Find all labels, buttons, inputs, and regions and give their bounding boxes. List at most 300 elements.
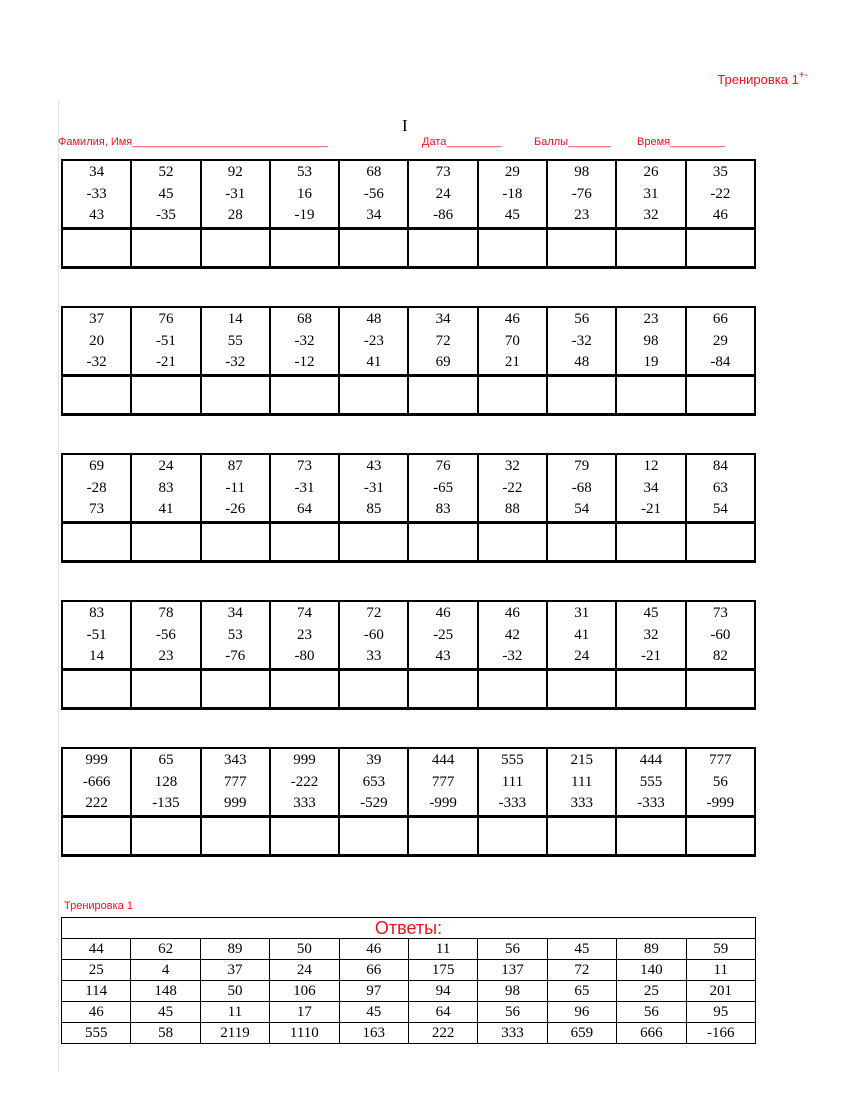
problem-block <box>61 747 756 857</box>
answer-entry-cell[interactable] <box>478 228 547 267</box>
worksheet-title <box>717 70 808 87</box>
problem-cell <box>131 160 200 228</box>
answers-heading: Ответы: <box>62 918 756 939</box>
problem-number: 87 <box>227 458 243 474</box>
answer-entry-row <box>62 669 755 708</box>
problem-number: 39 <box>366 752 382 768</box>
problem-number: 83 <box>435 501 451 517</box>
problem-number: 37 <box>89 311 105 327</box>
problem-number: -32 <box>86 354 107 370</box>
problem-cell <box>270 454 339 522</box>
answer-value: 95 <box>686 1002 755 1023</box>
problem-cell <box>62 307 131 375</box>
problem-number: -25 <box>433 626 454 643</box>
problem-number: 92 <box>227 164 243 180</box>
answer-value: -166 <box>686 1023 755 1044</box>
problem-number: 45 <box>158 185 174 202</box>
problem-number: 43 <box>435 648 451 664</box>
problem-number: -135 <box>152 795 180 811</box>
answer-entry-cell[interactable] <box>478 522 547 561</box>
answer-value: 11 <box>408 939 477 960</box>
problem-number: 63 <box>712 479 728 496</box>
problem-number: -222 <box>290 773 319 790</box>
problem-number: 14 <box>89 648 105 664</box>
answer-value: 56 <box>478 1002 547 1023</box>
variant-number: I <box>402 116 408 135</box>
problem-block <box>61 306 756 416</box>
problem-number: 98 <box>643 332 659 349</box>
answer-value: 65 <box>547 981 616 1002</box>
problem-number: -68 <box>571 479 592 496</box>
problem-number: -21 <box>641 648 662 664</box>
problem-number: 23 <box>643 311 659 327</box>
problem-number: 73 <box>297 458 313 474</box>
problem-cell <box>408 454 477 522</box>
problem-cell <box>547 454 616 522</box>
problem-cell <box>408 307 477 375</box>
problem-cell <box>62 601 131 669</box>
problem-cell <box>408 160 477 228</box>
answer-value: 89 <box>617 939 686 960</box>
problem-row <box>62 160 755 228</box>
answers-heading-row <box>62 918 756 939</box>
problem-number: 31 <box>574 605 590 621</box>
answer-value: 58 <box>131 1023 200 1044</box>
answer-value: 59 <box>686 939 755 960</box>
problem-number: 46 <box>712 207 728 223</box>
answer-entry-cell[interactable] <box>339 816 408 855</box>
problem-number: 56 <box>574 311 590 327</box>
problem-number: 69 <box>89 458 105 474</box>
problem-cell <box>547 601 616 669</box>
problem-number: 26 <box>643 164 659 180</box>
problem-cell <box>616 748 685 816</box>
problem-cell <box>201 601 270 669</box>
answer-entry-cell[interactable] <box>686 669 755 708</box>
problem-cell <box>686 160 755 228</box>
problem-cell <box>547 307 616 375</box>
answer-value: 50 <box>270 939 339 960</box>
problem-number: -999 <box>429 795 457 811</box>
problem-number: 54 <box>712 501 728 517</box>
problem-number: 24 <box>574 648 590 664</box>
answer-entry-cell[interactable] <box>201 228 270 267</box>
answer-entry-cell[interactable] <box>616 228 685 267</box>
answer-entry-cell[interactable] <box>131 228 200 267</box>
problem-number: 444 <box>431 752 455 768</box>
problem-cell <box>131 748 200 816</box>
problem-cell <box>547 748 616 816</box>
answer-value: 11 <box>200 1002 269 1023</box>
answer-value: 4 <box>131 960 200 981</box>
problem-number: -666 <box>82 773 111 790</box>
problem-row <box>62 454 755 522</box>
problem-number: -22 <box>710 185 731 202</box>
answer-entry-cell[interactable] <box>547 669 616 708</box>
problem-cell <box>270 160 339 228</box>
answer-entry-cell[interactable] <box>408 522 477 561</box>
answer-value: 46 <box>62 1002 131 1023</box>
problem-number: 64 <box>297 501 313 517</box>
problem-number: 34 <box>643 479 659 496</box>
answer-value: 96 <box>547 1002 616 1023</box>
problem-number: -23 <box>363 332 384 349</box>
problem-number: -31 <box>294 479 315 496</box>
problem-number: 41 <box>366 354 382 370</box>
problem-cell <box>201 307 270 375</box>
answers-row <box>62 981 756 1002</box>
answer-value: 24 <box>270 960 339 981</box>
problem-number: 555 <box>501 752 524 768</box>
problem-cell <box>131 307 200 375</box>
problem-number: -12 <box>294 354 315 370</box>
answer-entry-cell[interactable] <box>408 669 477 708</box>
problem-number: -65 <box>433 479 454 496</box>
score-field[interactable]: Баллы_______ <box>534 136 611 148</box>
answer-entry-cell[interactable] <box>270 375 339 414</box>
problem-number: 65 <box>158 752 174 768</box>
problem-cell <box>616 160 685 228</box>
answer-entry-cell[interactable] <box>270 816 339 855</box>
problem-number: 777 <box>709 752 732 768</box>
problem-number: -76 <box>225 648 246 664</box>
problem-number: -80 <box>294 648 315 664</box>
problem-cell <box>686 748 755 816</box>
answer-value: 98 <box>478 981 547 1002</box>
answer-value: 140 <box>617 960 686 981</box>
problem-number: -60 <box>710 626 731 643</box>
answer-entry-cell[interactable] <box>131 375 200 414</box>
answer-entry-cell[interactable] <box>686 816 755 855</box>
problem-number: -56 <box>155 626 176 643</box>
problem-number: 32 <box>643 207 659 223</box>
answer-value: 62 <box>131 939 200 960</box>
problem-number: 83 <box>89 605 105 621</box>
answer-entry-cell[interactable] <box>478 816 547 855</box>
problem-number: -32 <box>294 332 315 349</box>
answer-entry-cell[interactable] <box>131 669 200 708</box>
problem-number: 84 <box>712 458 728 474</box>
answer-value: 56 <box>617 1002 686 1023</box>
answer-value: 659 <box>547 1023 616 1044</box>
problem-number: 73 <box>435 164 451 180</box>
answer-value: 46 <box>339 939 408 960</box>
problem-number: -32 <box>571 332 592 349</box>
problem-number: 34 <box>366 207 382 223</box>
problem-number: 999 <box>85 752 108 768</box>
answer-entry-cell[interactable] <box>547 228 616 267</box>
problem-number: 14 <box>227 311 243 327</box>
problem-number: 555 <box>639 773 663 790</box>
problem-number: 23 <box>297 626 313 643</box>
answer-value: 1110 <box>270 1023 339 1044</box>
problem-number: -28 <box>86 479 107 496</box>
answer-value: 66 <box>339 960 408 981</box>
problem-row <box>62 307 755 375</box>
problem-number: 46 <box>504 605 520 621</box>
problem-cell <box>270 307 339 375</box>
problem-number: 46 <box>435 605 451 621</box>
problem-number: 35 <box>712 164 728 180</box>
problem-cell <box>270 748 339 816</box>
problem-row <box>62 748 755 816</box>
answer-entry-row <box>62 228 755 267</box>
problem-number: 34 <box>435 311 451 327</box>
problem-number: 98 <box>574 164 590 180</box>
problem-number: -31 <box>363 479 384 496</box>
answer-entry-cell[interactable] <box>131 522 200 561</box>
problem-number: 222 <box>85 795 108 811</box>
answer-entry-cell[interactable] <box>478 669 547 708</box>
answer-entry-cell[interactable] <box>201 669 270 708</box>
problem-cell <box>131 454 200 522</box>
problem-number: 53 <box>227 626 243 643</box>
problem-cell <box>201 160 270 228</box>
answers-row <box>62 1002 756 1023</box>
problem-number: 45 <box>504 207 520 223</box>
problem-number: -35 <box>155 207 176 223</box>
problem-number: -529 <box>360 795 388 811</box>
problem-number: 24 <box>158 458 174 474</box>
answer-value: 89 <box>200 939 269 960</box>
problem-number: 85 <box>366 501 382 517</box>
problem-cell <box>408 601 477 669</box>
answer-entry-cell[interactable] <box>339 375 408 414</box>
problem-number: -999 <box>706 795 735 811</box>
problem-number: 215 <box>570 752 593 768</box>
problem-number: 128 <box>154 773 178 790</box>
answer-value: 64 <box>408 1002 477 1023</box>
problem-number: 333 <box>293 795 316 811</box>
answers-row <box>62 939 756 960</box>
problem-cell <box>478 748 547 816</box>
problem-number: 68 <box>297 311 313 327</box>
problem-number: 777 <box>431 773 455 790</box>
answer-entry-cell[interactable] <box>616 669 685 708</box>
problem-number: 68 <box>366 164 382 180</box>
problem-number: 16 <box>297 185 313 202</box>
answer-value: 106 <box>270 981 339 1002</box>
problem-cell <box>62 160 131 228</box>
problem-cell <box>686 307 755 375</box>
answer-value: 25 <box>617 981 686 1002</box>
problem-number: 53 <box>297 164 313 180</box>
problem-number: 79 <box>574 458 590 474</box>
answer-entry-cell[interactable] <box>408 228 477 267</box>
answer-entry-cell[interactable] <box>616 375 685 414</box>
problem-number: -22 <box>502 479 523 496</box>
problem-number: 72 <box>366 605 382 621</box>
problem-cell <box>616 601 685 669</box>
problem-number: 76 <box>435 458 451 474</box>
problem-cell <box>478 601 547 669</box>
problem-number: 111 <box>571 773 593 790</box>
problem-cell <box>686 601 755 669</box>
answer-entry-cell[interactable] <box>547 375 616 414</box>
answer-value: 94 <box>408 981 477 1002</box>
problem-number: 34 <box>89 164 105 180</box>
answer-entry-cell[interactable] <box>201 816 270 855</box>
problem-number: 69 <box>435 354 451 370</box>
problem-number: -333 <box>637 795 665 811</box>
problem-number: 73 <box>89 501 105 517</box>
answer-entry-cell[interactable] <box>547 816 616 855</box>
answer-value: 666 <box>617 1023 686 1044</box>
problem-number: 12 <box>643 458 659 474</box>
problem-number: 23 <box>574 207 590 223</box>
answer-entry-cell[interactable] <box>270 669 339 708</box>
problem-number: -86 <box>433 207 454 223</box>
worksheet-title-text: Тренировка 1 <box>717 72 799 87</box>
problem-number: 23 <box>158 648 174 664</box>
problem-cell <box>339 601 408 669</box>
problem-number: 52 <box>158 164 174 180</box>
answer-value: 148 <box>131 981 200 1002</box>
answer-entry-row <box>62 816 755 855</box>
problem-number: 78 <box>158 605 174 621</box>
problem-number: -56 <box>363 185 384 202</box>
problem-number: 34 <box>227 605 243 621</box>
answer-value: 25 <box>62 960 131 981</box>
answer-entry-cell[interactable] <box>62 228 131 267</box>
worksheet-title-sup: +- <box>798 70 808 81</box>
problem-number: 19 <box>643 354 659 370</box>
problem-number: 31 <box>643 185 659 202</box>
answer-entry-row <box>62 375 755 414</box>
answer-value: 163 <box>339 1023 408 1044</box>
problem-number: -84 <box>710 354 731 370</box>
problem-number: -21 <box>155 354 176 370</box>
answer-entry-cell[interactable] <box>62 669 131 708</box>
answer-entry-cell[interactable] <box>131 816 200 855</box>
problem-number: 46 <box>504 311 520 327</box>
answer-value: 44 <box>62 939 131 960</box>
problem-number: -31 <box>225 185 246 202</box>
problem-cell <box>339 160 408 228</box>
answer-entry-cell[interactable] <box>339 522 408 561</box>
problem-number: 88 <box>504 501 520 517</box>
answer-entry-cell[interactable] <box>201 522 270 561</box>
problem-number: 333 <box>570 795 593 811</box>
problem-cell <box>131 601 200 669</box>
problem-row <box>62 601 755 669</box>
problem-number: -76 <box>571 185 592 202</box>
answer-entry-cell[interactable] <box>547 522 616 561</box>
answers-row <box>62 960 756 981</box>
answer-entry-cell[interactable] <box>201 375 270 414</box>
problem-cell <box>201 454 270 522</box>
problem-number: 76 <box>158 311 174 327</box>
answer-value: 333 <box>478 1023 547 1044</box>
answer-value: 56 <box>478 939 547 960</box>
answer-entry-cell[interactable] <box>62 522 131 561</box>
problem-block <box>61 159 756 269</box>
problem-number: 48 <box>366 311 382 327</box>
answer-entry-cell[interactable] <box>478 375 547 414</box>
answer-entry-cell[interactable] <box>270 228 339 267</box>
date-field[interactable]: Дата_________ <box>422 136 502 148</box>
answer-entry-cell[interactable] <box>686 228 755 267</box>
problem-number: 83 <box>158 479 174 496</box>
answer-value: 201 <box>686 981 755 1002</box>
problem-number: 999 <box>293 752 316 768</box>
answer-entry-cell[interactable] <box>686 375 755 414</box>
answer-value: 2119 <box>200 1023 269 1044</box>
problem-number: 33 <box>366 648 382 664</box>
answer-entry-row <box>62 522 755 561</box>
problem-cell <box>478 307 547 375</box>
problem-cell <box>270 601 339 669</box>
problem-number: -21 <box>641 501 662 517</box>
answer-value: 97 <box>339 981 408 1002</box>
problem-number: 653 <box>362 773 386 790</box>
answer-entry-cell[interactable] <box>616 816 685 855</box>
left-margin-line <box>58 100 59 1072</box>
problem-block <box>61 453 756 563</box>
problem-number: -11 <box>225 479 245 496</box>
answer-entry-cell[interactable] <box>270 522 339 561</box>
answer-value: 11 <box>686 960 755 981</box>
problem-number: -51 <box>86 626 107 643</box>
name-field[interactable]: Фамилия, Имя________________________________ <box>58 136 329 148</box>
problem-cell <box>339 307 408 375</box>
problem-number: 73 <box>712 605 728 621</box>
problem-number: -26 <box>225 501 246 517</box>
problem-number: 42 <box>504 626 520 643</box>
answer-value: 222 <box>408 1023 477 1044</box>
problem-number: 777 <box>223 773 247 790</box>
problem-number: -19 <box>294 207 315 223</box>
answer-value: 45 <box>547 939 616 960</box>
answer-value: 17 <box>270 1002 339 1023</box>
problem-cell <box>478 454 547 522</box>
answer-value: 137 <box>478 960 547 981</box>
problem-number: 41 <box>574 626 590 643</box>
problem-number: 82 <box>712 648 728 664</box>
student-header <box>58 136 758 154</box>
answer-value: 555 <box>62 1023 131 1044</box>
problem-cell <box>547 160 616 228</box>
problem-number: -32 <box>225 354 246 370</box>
problem-number: 343 <box>223 752 247 768</box>
problem-number: -333 <box>498 795 527 811</box>
problem-number: 41 <box>158 501 174 517</box>
problem-number: 28 <box>227 207 243 223</box>
problem-number: 21 <box>504 354 520 370</box>
answer-entry-cell[interactable] <box>62 375 131 414</box>
answer-entry-cell[interactable] <box>686 522 755 561</box>
answer-value: 45 <box>131 1002 200 1023</box>
problem-number: 66 <box>712 311 728 327</box>
problem-number: 56 <box>712 773 728 790</box>
problem-cell <box>62 748 131 816</box>
problem-number: 43 <box>366 458 382 474</box>
answer-entry-cell[interactable] <box>616 522 685 561</box>
problem-number: -51 <box>155 332 176 349</box>
time-field[interactable]: Время_________ <box>637 136 726 148</box>
answer-entry-cell[interactable] <box>408 816 477 855</box>
problem-cell <box>408 748 477 816</box>
answer-entry-cell[interactable] <box>62 816 131 855</box>
answer-entry-cell[interactable] <box>339 228 408 267</box>
answers-table <box>61 917 756 1044</box>
problem-number: -18 <box>502 185 523 202</box>
problem-number: -60 <box>363 626 384 643</box>
problem-number: 43 <box>89 207 105 223</box>
answer-value: 45 <box>339 1002 408 1023</box>
answer-entry-cell[interactable] <box>339 669 408 708</box>
answer-entry-cell[interactable] <box>408 375 477 414</box>
